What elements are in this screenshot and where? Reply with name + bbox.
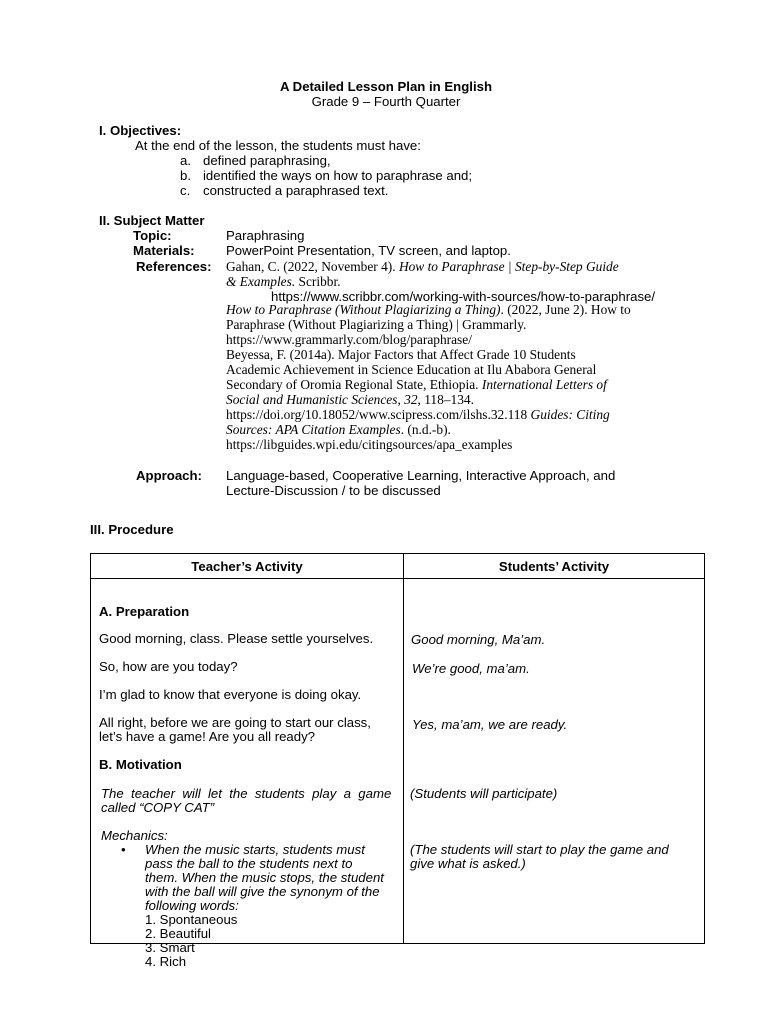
document-subtitle: Grade 9 – Fourth Quarter [311, 94, 461, 109]
students-activity-header: Students’ Activity [404, 554, 705, 579]
teacher-line: let’s have a game! Are you all ready? [99, 729, 316, 744]
references-label: References: [136, 259, 212, 274]
teacher-line: All right, before we are going to start our class, [99, 715, 371, 730]
objectives-heading: I. Objectives: [99, 123, 182, 138]
teacher-line: The teacher will let the students play a game [101, 786, 392, 801]
students-activity-cell [404, 579, 705, 944]
reference-line: Gahan, C. (2022, November 4). How to Paraphrase | Step-by-Step Guide [226, 259, 619, 274]
objective-marker: b. [180, 168, 191, 183]
mechanics-line: them. When the music stops, the student [145, 870, 384, 885]
procedure-table [90, 553, 705, 969]
reference-line: Sources: APA Citation Examples. (n.d.-b). [226, 422, 451, 437]
bullet-marker: • [121, 842, 126, 857]
subject-matter-heading: II. Subject Matter [99, 213, 205, 228]
word-item: 4. Rich [145, 954, 187, 969]
student-line: Good morning, Ma’am. [411, 632, 546, 647]
reference-line: Academic Achievement in Science Education at Ilu Ababora General [226, 362, 597, 377]
mechanics-label: Mechanics: [101, 828, 168, 843]
reference-url: https://www.scribbr.com/working-with-sources/how-to-paraphrase/ [271, 289, 656, 304]
student-line: We’re good, ma’am. [412, 661, 530, 676]
reference-line: How to Paraphrase (Without Plagiarizing a Thing). (2022, June 2). How to [226, 302, 631, 317]
objective-item: constructed a paraphrased text. [203, 183, 389, 198]
student-line: give what is asked.) [410, 856, 526, 871]
teacher-line: called “COPY CAT” [101, 800, 215, 815]
reference-line: & Examples. Scribbr. [226, 274, 341, 289]
teacher-activity-header: Teacher’s Activity [91, 554, 404, 579]
table-header-row [91, 554, 705, 579]
mechanics-line: When the music starts, students must [145, 842, 365, 857]
student-line: (Students will participate) [410, 786, 558, 801]
objective-marker: c. [180, 183, 191, 198]
objective-marker: a. [180, 153, 191, 168]
motivation-heading: B. Motivation [99, 757, 182, 772]
word-item: 1. Spontaneous [145, 912, 238, 927]
reference-line: https://doi.org/10.18052/www.scipress.com/ilshs.32.118 Guides: Citing [226, 407, 610, 422]
topic-label: Topic: [133, 228, 172, 243]
mechanics-line: following words: [145, 898, 239, 913]
approach-label: Approach: [136, 468, 202, 483]
teacher-line: So, how are you today? [99, 659, 238, 674]
reference-line: Beyessa, F. (2014a). Major Factors that Affect Grade 10 Students [226, 347, 576, 362]
topic-value: Paraphrasing [226, 228, 305, 243]
teacher-line: Good morning, class. Please settle yourselves. [99, 631, 374, 646]
materials-label: Materials: [133, 243, 195, 258]
objective-item: identified the ways on how to paraphrase and; [203, 168, 473, 183]
document-title: A Detailed Lesson Plan in English [279, 79, 493, 94]
procedure-heading: III. Procedure [90, 522, 174, 537]
teacher-line: I’m glad to know that everyone is doing okay. [99, 687, 362, 702]
mechanics-line: with the ball will give the synonym of the [145, 884, 380, 899]
student-line: Yes, ma’am, we are ready. [412, 717, 568, 732]
reference-line: Secondary of Oromia Regional State, Ethiopia. International Letters of [226, 377, 607, 392]
mechanics-line: pass the ball to the students next to [145, 856, 353, 871]
objectives-intro: At the end of the lesson, the students must have: [135, 138, 421, 153]
table-row [91, 579, 705, 944]
word-item: 2. Beautiful [145, 926, 211, 941]
approach-value: Language-based, Cooperative Learning, Interactive Approach, and [226, 468, 616, 483]
teacher-activity-cell [91, 579, 404, 969]
reference-url: https://libguides.wpi.edu/citingsources/apa_examples [226, 437, 513, 452]
materials-value: PowerPoint Presentation, TV screen, and laptop. [226, 243, 511, 258]
reference-url: https://www.grammarly.com/blog/paraphrase/ [226, 332, 472, 347]
word-item: 3. Smart [145, 940, 195, 955]
objective-item: defined paraphrasing, [203, 153, 331, 168]
reference-line: Paraphrase (Without Plagiarizing a Thing) | Grammarly. [226, 317, 527, 332]
reference-line: Social and Humanistic Sciences, 32, 118–134. [226, 392, 474, 407]
preparation-heading: A. Preparation [99, 604, 190, 619]
student-line: (The students will start to play the game and [410, 842, 669, 857]
approach-value: Lecture-Discussion / to be discussed [226, 483, 441, 498]
